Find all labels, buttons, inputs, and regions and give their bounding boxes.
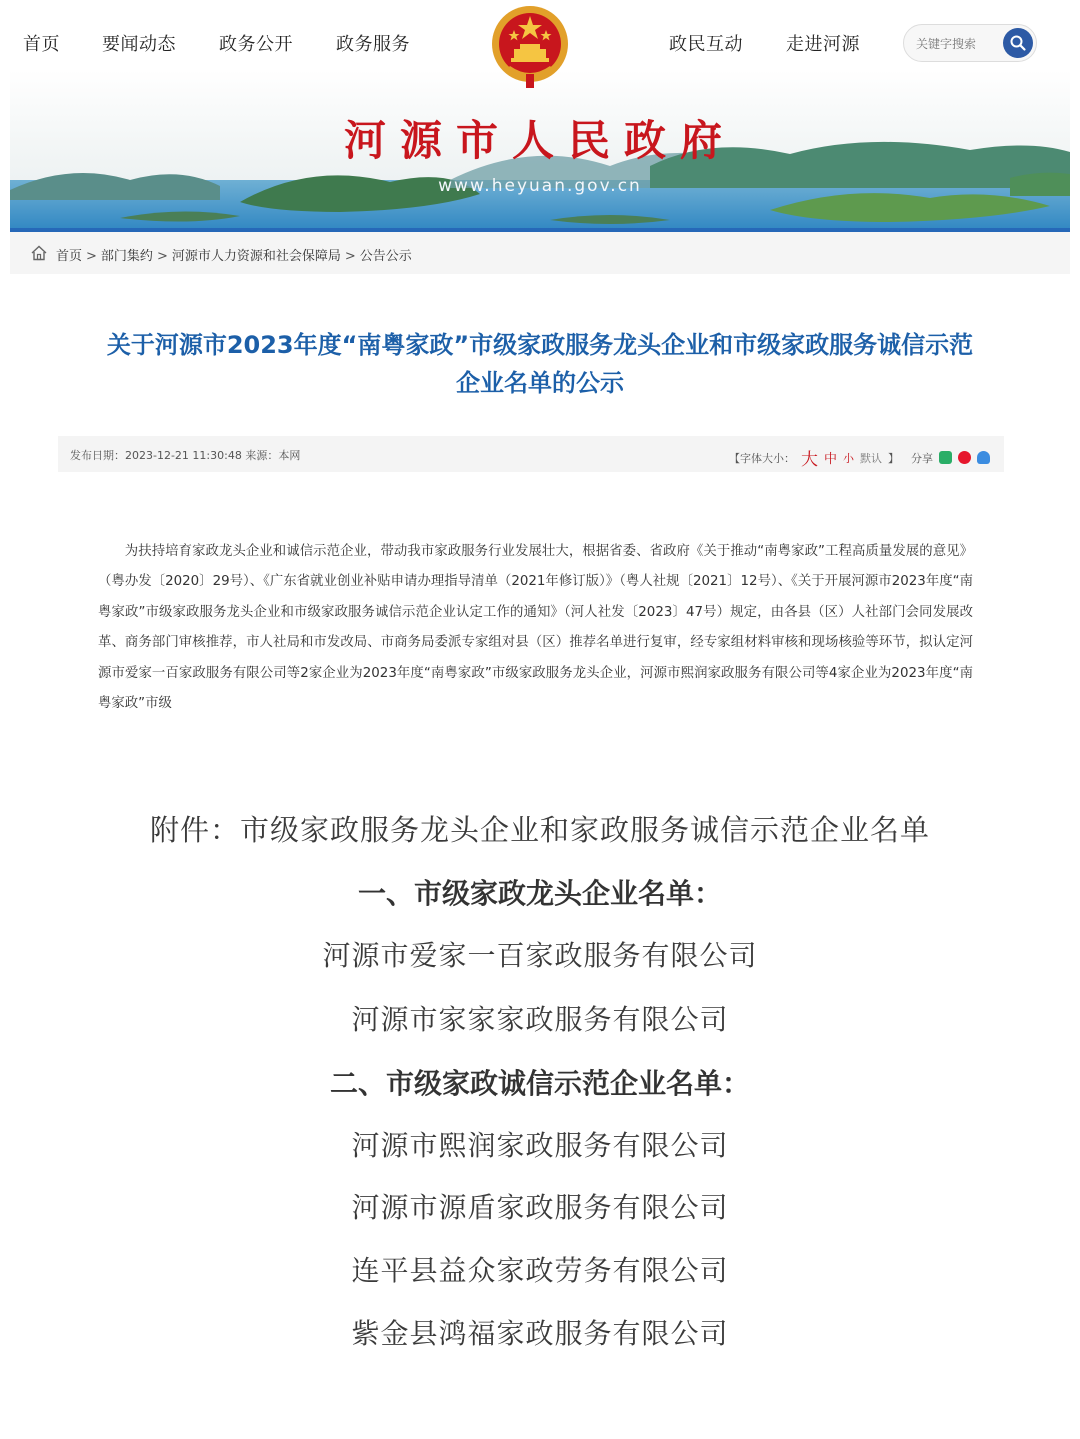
breadcrumb-home[interactable]: 首页 <box>56 249 83 264</box>
article-title <box>50 326 1030 402</box>
publish-meta: 发布日期：2023-12-21 11:30:48 来源：本网 <box>70 449 301 462</box>
company-list-item: 河源市家家家政服务有限公司 <box>351 1003 729 1036</box>
article-title-line-2: 企业名单的公示 <box>456 369 624 397</box>
breadcrumb-hr-bureau[interactable]: 河源市人力资源和社会保障局 <box>171 249 341 264</box>
home-icon[interactable] <box>30 244 48 262</box>
breadcrumb-separator: > <box>86 249 97 264</box>
weibo-icon[interactable] <box>958 451 971 464</box>
national-emblem-icon <box>484 4 576 92</box>
share-label: 分享 <box>911 451 933 465</box>
breadcrumb-separator: > <box>156 249 168 264</box>
company-list-item: 连平县益众家政劳务有限公司 <box>351 1254 729 1287</box>
search-icon <box>1009 34 1027 52</box>
font-size-small-button[interactable]: 小 <box>843 451 854 465</box>
company-list-item: 河源市爱家一百家政服务有限公司 <box>322 939 758 972</box>
site-url: www.heyuan.gov.cn <box>438 176 642 196</box>
article-body: 为扶持培育家政龙头企业和诚信示范企业，带动我市家政服务行业发展壮大，根据省委、省政府《关于推动“南粤家政”工程高质量发展的意见》（粤办发〔2020〕29号）、《广东省就业创业补贴申请办理指导清单（2021年修订版）》（粤人社规〔2021〕12号）、《关于开展河源市2023年度“南粤家政”市级家政服务龙头企业和市级家政服务诚信示范企业认定工作的通知》（河人社发〔2023〕47号）规定，由各县（区）人社部门会同发展改革、商务部门审核推荐，市人社局和市发改局、市商务局委派专家组对县（区）推荐名单进行复审，经专家组材料审核和现场核验等环节，拟认定河源市爱家一百家政服务有限公司等2家企业为2023年度“南粤家政”市级家政服务龙头企业，河源市熙润家政服务有限公司等4家企业为2023年度“南粤家政”市级 <box>98 544 973 712</box>
nav-gov-service[interactable]: 政务服务 <box>336 34 410 55</box>
section-1-heading: 一、市级家政龙头企业名单： <box>357 877 722 910</box>
site-title: 河源市人民政府 <box>343 116 736 165</box>
company-list-item: 紫金县鸿福家政服务有限公司 <box>351 1317 729 1350</box>
nav-about-heyuan[interactable]: 走进河源 <box>786 34 860 55</box>
article-info-bar <box>58 436 1004 472</box>
font-size-large-button[interactable]: 大 <box>800 450 818 470</box>
company-list-item: 河源市源盾家政服务有限公司 <box>351 1191 729 1224</box>
nav-news[interactable]: 要闻动态 <box>102 34 176 55</box>
attachment-title: 附件：市级家政服务龙头企业和家政服务诚信示范企业名单 <box>149 813 930 847</box>
search-input[interactable] <box>914 33 1000 55</box>
font-size-default-button[interactable]: 默认 <box>860 451 882 465</box>
font-size-label: 【字体大小： <box>728 451 795 465</box>
nav-home[interactable]: 首页 <box>23 34 60 55</box>
article-tools <box>729 445 990 470</box>
breadcrumb <box>10 232 1070 274</box>
company-list-item: 河源市熙润家政服务有限公司 <box>351 1129 729 1162</box>
article-title-line-1: 关于河源市2023年度“南粤家政”市级家政服务龙头企业和市级家政服务诚信示范 <box>106 331 974 359</box>
qzone-icon[interactable] <box>977 451 990 464</box>
search-button[interactable] <box>1003 28 1033 58</box>
font-size-close-bracket: 】 <box>888 451 899 465</box>
font-size-medium-button[interactable]: 中 <box>823 452 837 467</box>
nav-interaction[interactable]: 政民互动 <box>669 34 743 55</box>
nav-gov-open[interactable]: 政务公开 <box>219 34 293 55</box>
wechat-icon[interactable] <box>939 451 952 464</box>
section-2-heading: 二、市级家政诚信示范企业名单： <box>329 1067 750 1100</box>
breadcrumb-links <box>56 245 412 264</box>
breadcrumb-departments[interactable]: 部门集约 <box>100 249 153 264</box>
search-box <box>903 24 1037 62</box>
breadcrumb-announcements[interactable]: 公告公示 <box>359 249 412 264</box>
page <box>10 0 1070 1439</box>
breadcrumb-separator: > <box>344 249 356 264</box>
